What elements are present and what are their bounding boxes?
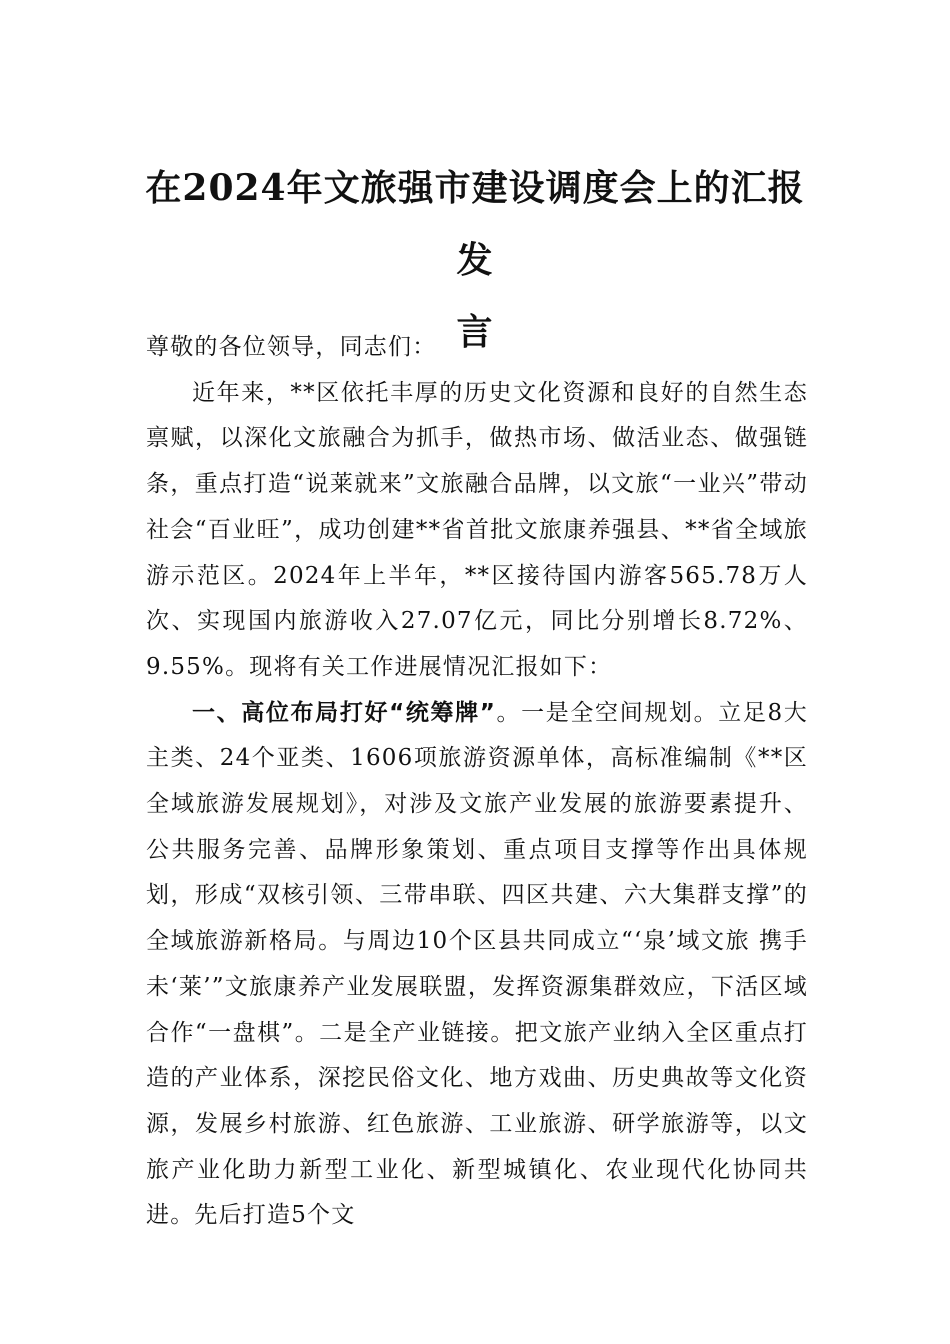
section-1-heading: 一、高位布局打好“统筹牌” bbox=[192, 699, 497, 726]
section-1-text: 。一是全空间规划。立足8大主类、24个亚类、1606项旅游资源单体，高标准编制《**区全域旅游发展规划》，对涉及文旅产业发展的旅游要素提升、公共服务完善、品牌形象策划、重点项目支撑等作出具体规划，形成“双核引领、三带串联、四区共建、六大集群支撑”的全域旅游新格局。与周边10个区县共同成立“‘泉’域文旅 携手未‘莱’”文旅康养产业发展联盟，发挥资源集群效应，下活区域合作“一盘棋”。二是全产业链接。把文旅产业纳入全区重点打造的产业体系，深挖民俗文化、地方戏曲、历史典故等文化资源，发展乡村旅游、红色旅游、工业旅游、研学旅游等，以文旅产业化助力新型工业化、新型城镇化、农业现代化协同共进。先后打造5个文 bbox=[146, 699, 808, 1229]
title-line-1: 在2024年文旅强市建设调度会上的汇报发 bbox=[145, 167, 805, 281]
document-body bbox=[146, 325, 808, 1239]
title-line-2: 言 bbox=[456, 311, 494, 353]
salutation: 尊敬的各位领导，同志们： bbox=[146, 334, 437, 360]
paragraph-section-1 bbox=[146, 691, 808, 1239]
paragraph-intro: 近年来，**区依托丰厚的历史文化资源和良好的自然生态禀赋，以深化文旅融合为抓手，做热市场、做活业态、做强链条，重点打造“说莱就来”文旅融合品牌，以文旅“一业兴”带动社会“百业旺”，成功创建**省首批文旅康养强县、**省全域旅游示范区。2024年上半年，**区接待国内游客565.78万人次、实现国内旅游收入27.07亿元，同比分别增长8.72%、9.55%。现将有关工作进展情况汇报如下： bbox=[146, 379, 808, 680]
